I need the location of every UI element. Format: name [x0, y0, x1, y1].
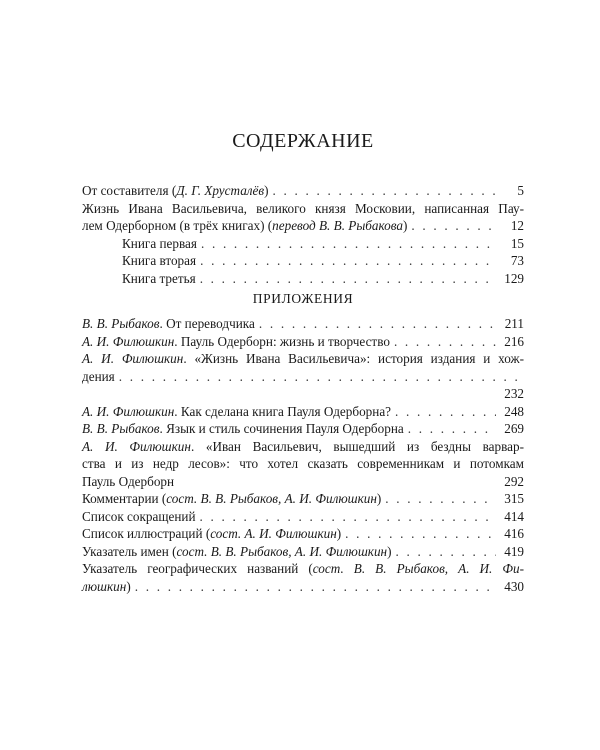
toc-entry-punct: )	[403, 218, 408, 233]
toc-page-number: 73	[510, 253, 524, 268]
leader-dots	[385, 490, 496, 508]
leader-dots	[408, 420, 496, 438]
toc-entry-label: . От переводчика	[159, 316, 255, 331]
leader-dots	[200, 270, 496, 288]
toc-entry-label: Комментарии (	[82, 491, 167, 506]
toc-entry-label: . Пауль Одерборн: жизнь и творчество	[174, 333, 390, 349]
toc-entry-author: А. И. Филюшкин	[82, 333, 175, 349]
toc-entry-book1[interactable]	[82, 235, 524, 253]
toc-entry-book2[interactable]	[82, 252, 524, 270]
toc-entry-label: Жизнь Ивана Васильевича, великого князя Московии, написанная Пау-	[82, 200, 524, 216]
toc-entry-label: Список сокращений	[82, 508, 196, 524]
toc-main-section	[82, 182, 524, 287]
toc-page-number: 315	[504, 491, 524, 506]
toc-entry-label: дения	[82, 368, 115, 384]
toc-entry-label: Указатель географических названий (	[82, 561, 313, 576]
toc-entry-label: От составителя (	[82, 183, 177, 198]
toc-entry-punct: )	[387, 543, 392, 559]
toc-page-number: 430	[504, 578, 524, 594]
toc-entry-odernborn-life[interactable]	[82, 333, 524, 351]
toc-entry-compiler[interactable]	[82, 182, 524, 200]
toc-entry-label: Книга вторая	[122, 253, 197, 268]
toc-page-number: 5	[517, 183, 524, 198]
toc-entry-label: . «Иван Васильевич, вышедший из бездны варвар-	[190, 438, 524, 454]
page-title: СОДЕРЖАНИЕ	[232, 130, 374, 152]
toc-entry-ivan-vasilievich[interactable]	[82, 438, 524, 491]
toc-entry-book3[interactable]	[82, 270, 524, 288]
toc-entry-label: . «Жизнь Ивана Васильевича»: история издания и хож-	[183, 351, 524, 366]
toc-entry-geo-index[interactable]	[82, 560, 524, 595]
toc-entry-abbr: сост.	[166, 491, 198, 506]
toc-entry-label: Список иллюстраций (	[82, 526, 211, 541]
leader-dots	[273, 182, 496, 200]
leader-dots	[119, 368, 520, 386]
toc-entry-abbr: сост.	[176, 543, 208, 559]
leader-dots	[259, 315, 496, 333]
toc-entry-life[interactable]	[82, 200, 524, 235]
toc-entry-illustrations[interactable]	[82, 525, 524, 543]
toc-entry-label: Книга третья	[122, 270, 196, 286]
toc-page-number: 416	[504, 526, 524, 541]
toc-entry-name-index[interactable]	[82, 543, 524, 561]
toc-page-number: 129	[504, 270, 524, 286]
toc-entry-translator: перевод В. В. Рыбакова	[272, 218, 403, 233]
toc-entry-punct: )	[376, 491, 382, 506]
toc-entry-how-made[interactable]	[82, 403, 524, 421]
toc-page-number: 216	[504, 333, 524, 349]
toc-entry-language-style[interactable]	[82, 420, 524, 438]
toc-entry-author: В. В. Рыбаков, А. И. Филюшкин	[207, 543, 388, 559]
toc-entry-author: В. В. Рыбаков, А. И. Фи-	[343, 561, 524, 576]
toc-entry-author: А. И. Филюшкин	[82, 438, 191, 454]
leader-dots	[135, 578, 496, 596]
leader-dots	[201, 235, 496, 253]
toc-entry-abbr: сост.	[210, 526, 242, 541]
toc-entry-label: Указатель имен (	[82, 543, 177, 559]
toc-entry-label: Пауль Одерборн	[82, 473, 175, 489]
toc-entry-translator-note[interactable]	[82, 315, 524, 333]
toc-entry-author: В. В. Рыбаков	[82, 316, 160, 331]
toc-entry-author: В. В. Рыбаков, А. И. Филюшкин	[197, 491, 377, 506]
toc-page-number: 211	[504, 316, 524, 331]
toc-entry-author: А. И. Филюшкин	[82, 351, 184, 366]
toc-entry-publication-history[interactable]	[82, 350, 524, 403]
toc-entry-punct: )	[336, 526, 342, 541]
toc-entry-commentary[interactable]	[82, 490, 524, 508]
toc-entry-author: Д. Г. Хрусталёв	[176, 183, 265, 198]
toc-page-number: 15	[510, 235, 524, 251]
appendix-heading: ПРИЛОЖЕНИЯ	[252, 291, 354, 306]
leader-dots	[411, 217, 496, 235]
leader-dots	[200, 252, 496, 270]
toc-page-number: 232	[504, 386, 524, 401]
leader-dots	[396, 543, 497, 561]
toc-appendix-section	[82, 315, 524, 595]
toc-page-number: 419	[504, 543, 524, 559]
toc-entry-label: лем Одерборном (в трёх книгах) (	[82, 218, 273, 233]
leader-dots	[345, 525, 496, 543]
toc-entry-punct: )	[264, 183, 269, 198]
toc-page-number: 414	[504, 508, 524, 524]
toc-entry-author: В. В. Рыбаков	[82, 421, 160, 436]
toc-entry-abbreviations[interactable]	[82, 508, 524, 526]
toc-entry-label: ства и из недр лесов»: что хотел сказать современникам и потомкам	[82, 456, 524, 471]
toc-entry-author: А. И. Филюшкин	[241, 526, 337, 541]
toc-entry-punct: )	[126, 578, 131, 594]
leader-dots	[394, 333, 496, 351]
toc-entry-abbr: сост.	[312, 561, 344, 576]
toc-page-number: 12	[510, 218, 524, 233]
leader-dots	[395, 403, 496, 421]
toc-page-number: 269	[504, 421, 524, 436]
toc-page-number: 292	[504, 473, 524, 489]
toc-entry-author: люшкин	[82, 578, 127, 594]
toc-entry-author: А. И. Филюшкин	[82, 403, 175, 419]
leader-dots	[200, 508, 496, 526]
toc-entry-label: . Как сделана книга Пауля Одерборна?	[174, 403, 392, 419]
toc-page-number: 248	[504, 403, 524, 419]
toc-entry-label: Книга первая	[122, 235, 197, 251]
toc-entry-label: . Язык и стиль сочинения Пауля Одерборна	[159, 421, 404, 436]
